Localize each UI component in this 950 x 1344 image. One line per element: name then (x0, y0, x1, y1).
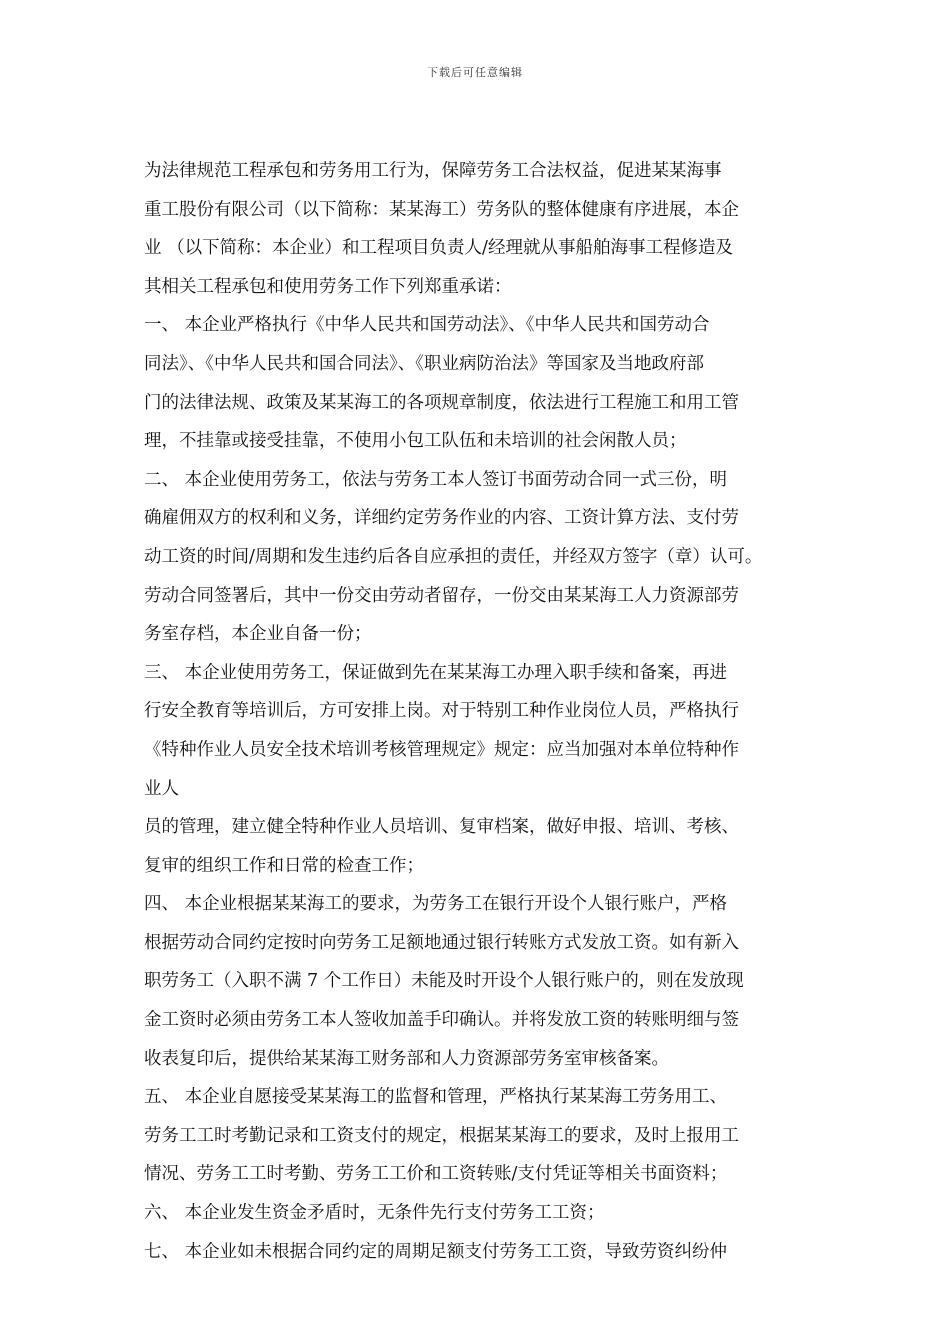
text-line: 重工股份有限公司（以下简称：某某海工）劳务队的整体健康有序进展，本企 (144, 199, 739, 220)
text-line: 金工资时必须由劳务工本人签收加盖手印确认。并将发放工资的转账明细与签 (144, 1010, 739, 1031)
text-line: 确雇佣双方的权利和义务，详细约定劳务作业的内容、工资计算方法、支付劳 (144, 508, 739, 529)
text-line: 务室存档，本企业自备一份； (144, 624, 372, 645)
text-line: 四、 本企业根据某某海工的要求，为劳务工在银行开设个人银行账户，严格 (144, 894, 728, 915)
text-line: 理，不挂靠或接受挂靠，不使用小包工队伍和未培训的社会闲散人员； (144, 431, 687, 452)
text-line: 劳务工工时考勤记录和工资支付的规定，根据某某海工的要求，及时上报用工 (144, 1125, 739, 1146)
text-line: 动工资的时间/周期和发生违约后各自应承担的责任，并经双方签字（章）认可。 (144, 546, 763, 567)
text-line: 门的法律法规、政策及某某海工的各项规章制度，依法进行工程施工和用工管 (144, 392, 739, 413)
page-header: 下载后可任意编辑 (427, 66, 523, 79)
text-line: 行安全教育等培训后，方可安排上岗。对于特别工种作业岗位人员，严格执行 (144, 701, 739, 722)
text-line: 业人 (144, 778, 179, 799)
text-line: 一、 本企业严格执行《中华人民共和国劳动法》、《中华人民共和国劳动合 (144, 315, 710, 336)
text-line: 业 （以下简称：本企业）和工程项目负责人/经理就从事船舶海事工程修造及 (144, 238, 733, 259)
text-line: 六、 本企业发生资金矛盾时，无条件先行支付劳务工工资； (144, 1203, 605, 1224)
text-line: 七、 本企业如未根据合同约定的周期足额支付劳务工工资，导致劳资纠纷仲 (144, 1241, 728, 1262)
text-line: 复审的组织工作和日常的检查工作； (144, 855, 424, 876)
text-line: 同法》、《中华人民共和国合同法》、《职业病防治法》等国家及当地政府部 (144, 353, 704, 374)
text-line: 为法律规范工程承包和劳务用工行为，保障劳务工合法权益，促进某某海事 (144, 161, 722, 181)
text-line: 《特种作业人员安全技术培训考核管理规定》规定：应当加强对本单位特种作 (144, 739, 739, 760)
text-line: 劳动合同签署后，其中一份交由劳动者留存，一份交由某某海工人力资源部劳 (144, 585, 739, 606)
text-line: 根据劳动合同约定按时向劳务工足额地通过银行转账方式发放工资。如有新入 (144, 932, 739, 953)
text-line: 其相关工程承包和使用劳务工作下列郑重承诺： (144, 276, 512, 297)
text-line: 收表复印后，提供给某某海工财务部和人力资源部劳务室审核备案。 (144, 1048, 669, 1069)
text-line: 三、 本企业使用劳务工，保证做到先在某某海工办理入职手续和备案，再进 (144, 662, 728, 683)
text-line: 五、 本企业自愿接受某某海工的监督和管理，严格执行某某海工劳务用工、 (144, 1087, 728, 1108)
text-line: 二、 本企业使用劳务工，依法与劳务工本人签订书面劳动合同一式三份，明 (144, 469, 728, 490)
text-line: 员的管理，建立健全特种作业人员培训、复审档案，做好申报、培训、考核、 (144, 817, 739, 838)
text-line: 情况、劳务工工时考勤、劳务工工价和工资转账/支付凭证等相关书面资料； (144, 1164, 728, 1185)
document-body (144, 152, 824, 1271)
text-line: 职劳务工（入职不满 7 个工作日）未能及时开设个人银行账户的，则在发放现 (144, 971, 744, 992)
